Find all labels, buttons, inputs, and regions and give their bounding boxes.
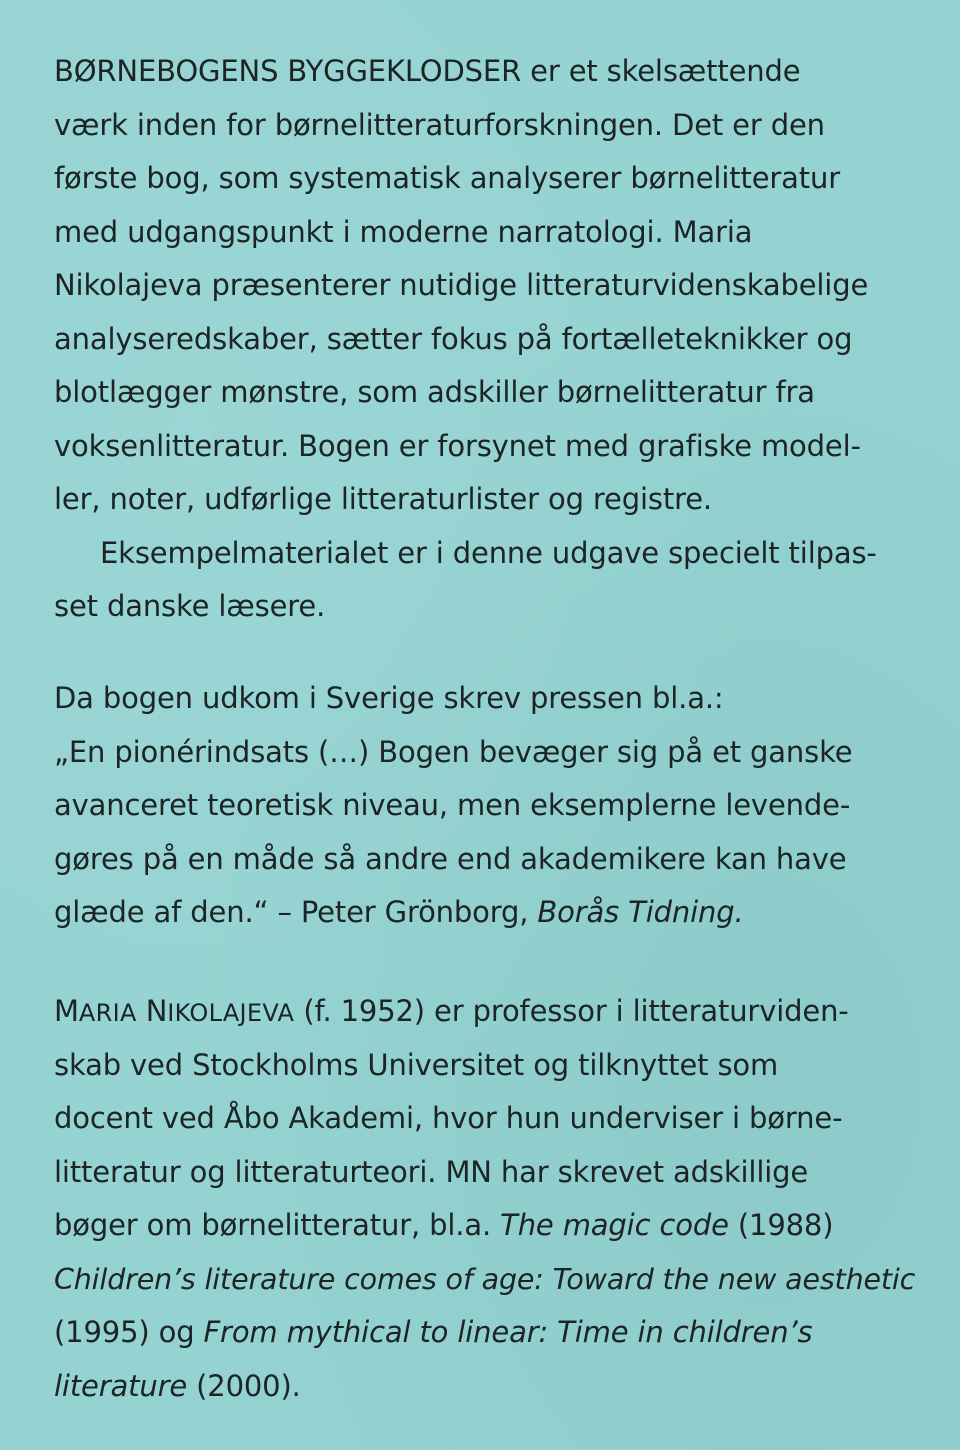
author-line-6 bbox=[54, 1253, 924, 1307]
author-line: docent ved Åbo Akademi, hvor hun underviser i børne- bbox=[54, 1101, 843, 1135]
intro-line: Nikolajeva præsenterer nutidige litteraturvidenskabelige bbox=[54, 268, 869, 302]
book-title-caps: BØRNEBOGENS BYGGEKLODSER bbox=[54, 54, 522, 88]
intro-section bbox=[54, 45, 924, 634]
press-section bbox=[54, 672, 924, 940]
author-section bbox=[54, 985, 924, 1413]
book-title-childrens-literature: Children’s literature comes of age: Toward the new aesthetic bbox=[54, 1262, 916, 1296]
intro-para2-line: set danske læsere. bbox=[54, 589, 326, 623]
intro-para2-line: Eksempelmaterialet er i denne udgave specielt tilpas- bbox=[100, 535, 877, 570]
press-line: „En pionérindsats (…) Bogen bevæger sig på et ganske bbox=[54, 734, 853, 769]
author-name: MARIA NIKOLAJEVA bbox=[54, 994, 295, 1028]
press-line-last: glæde af den.“ – Peter Grönborg, Borås Tidning. bbox=[54, 895, 744, 929]
newspaper-name: Borås Tidning. bbox=[537, 895, 744, 929]
intro-line: med udgangspunkt i moderne narratologi. Maria bbox=[54, 214, 753, 249]
book-title-mythical-to-linear: From mythical to linear: Time in children’s bbox=[203, 1315, 813, 1349]
intro-line: voksenlitteratur. Bogen er forsynet med grafiske model- bbox=[54, 428, 861, 463]
intro-line: analyseredskaber, sætter fokus på fortælleteknikker og bbox=[54, 321, 853, 356]
author-line-8: literature (2000). bbox=[54, 1368, 301, 1403]
press-line: avanceret teoretisk niveau, men eksemplerne levende- bbox=[54, 788, 851, 822]
intro-line: værk inden for børnelitteraturforskningen. Det er den bbox=[54, 107, 825, 142]
author-line-7: (1995) og From mythical to linear: Time in children’s bbox=[54, 1315, 813, 1349]
author-line-5: bøger om børnelitteratur, bl.a. The magic code (1988) bbox=[54, 1208, 834, 1242]
intro-line: ler, noter, udførlige litteraturlister og registre. bbox=[54, 482, 712, 516]
author-line: litteratur og litteraturteori. MN har skrevet adskillige bbox=[54, 1154, 809, 1189]
intro-line: første bog, som systematisk analyserer børnelitteratur bbox=[54, 161, 841, 195]
author-line: skab ved Stockholms Universitet og tilknyttet som bbox=[54, 1047, 779, 1082]
intro-line: blotlægger mønstre, som adskiller børnelitteratur fra bbox=[54, 375, 815, 409]
author-line-1: MARIA NIKOLAJEVA (f. 1952) er professor i litteraturviden- bbox=[54, 994, 849, 1028]
press-line: Da bogen udkom i Sverige skrev pressen bl.a.: bbox=[54, 681, 724, 715]
intro-line-1: BØRNEBOGENS BYGGEKLODSER er et skelsættende bbox=[54, 54, 801, 88]
book-title-magic-code: The magic code bbox=[500, 1208, 729, 1242]
press-line: gøres på en måde så andre end akademikere kan have bbox=[54, 841, 847, 876]
